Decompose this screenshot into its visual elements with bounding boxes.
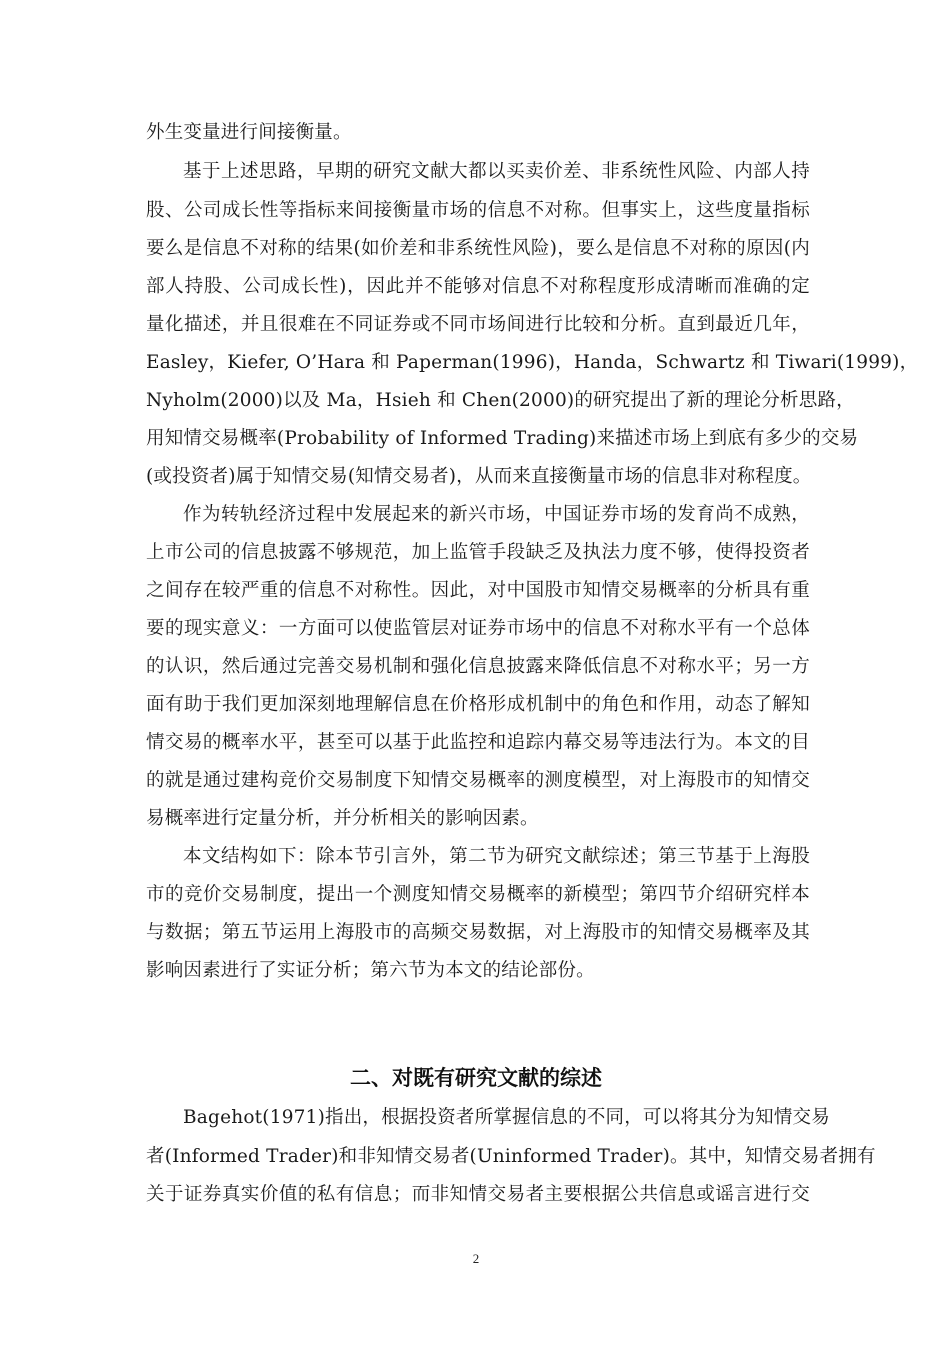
paragraph-line: 与数据；第五节运用上海股市的高频交易数据，对上海股市的知情交易概率及其 bbox=[146, 922, 810, 943]
paragraph-line: 要的现实意义：一方面可以使监管层对证券市场中的信息不对称水平有一个总体 bbox=[146, 618, 810, 639]
paragraph-line: Easley，Kiefer, O’Hara 和 Paperman(1996)，Handa，Schwartz 和 Tiwari(1999)， bbox=[146, 352, 919, 373]
paragraph-line: 作为转轨经济过程中发展起来的新兴市场，中国证券市场的发育尚不成熟， bbox=[183, 504, 810, 525]
paragraph-line: 的就是通过建构竞价交易制度下知情交易概率的测度模型，对上海股市的知情交 bbox=[146, 770, 810, 791]
paragraph-line: 面有助于我们更加深刻地理解信息在价格形成机制中的角色和作用，动态了解知 bbox=[146, 694, 810, 715]
paragraph-line: 本文结构如下：除本节引言外，第二节为研究文献综述；第三节基于上海股 bbox=[183, 846, 810, 867]
paragraph-line: 用知情交易概率(Probability of Informed Trading)来描述市场上到底有多少的交易 bbox=[146, 428, 859, 449]
paragraph-line: 情交易的概率水平，甚至可以基于此监控和追踪内幕交易等违法行为。本文的目 bbox=[146, 732, 810, 753]
paragraph-line: Nyholm(2000)以及 Ma，Hsieh 和 Chen(2000)的研究提出了新的理论分析思路， bbox=[146, 390, 855, 411]
paragraph-line: 股、公司成长性等指标来间接衡量市场的信息不对称。但事实上，这些度量指标 bbox=[146, 200, 810, 221]
paragraph-line: Bagehot(1971)指出，根据投资者所掌握信息的不同，可以将其分为知情交易 bbox=[183, 1107, 830, 1128]
paragraph-line: 者(Informed Trader)和非知情交易者(Uninformed Trader)。其中，知情交易者拥有 bbox=[146, 1146, 876, 1167]
section-heading: 二、对既有研究文献的综述 bbox=[350, 1066, 602, 1090]
paragraph-line: 之间存在较严重的信息不对称性。因此，对中国股市知情交易概率的分析具有重 bbox=[146, 580, 810, 601]
paragraph-line: 要么是信息不对称的结果(如价差和非系统性风险)，要么是信息不对称的原因(内 bbox=[146, 238, 810, 259]
paragraph-line: 关于证券真实价值的私有信息；而非知情交易者主要根据公共信息或谣言进行交 bbox=[146, 1184, 810, 1205]
paragraph-line: (或投资者)属于知情交易(知情交易者)，从而来直接衡量市场的信息非对称程度。 bbox=[146, 466, 812, 487]
paragraph-line: 基于上述思路，早期的研究文献大都以买卖价差、非系统性风险、内部人持 bbox=[183, 161, 810, 182]
paragraph-line: 易概率进行定量分析，并分析相关的影响因素。 bbox=[146, 808, 539, 829]
paragraph-line: 的认识，然后通过完善交易机制和强化信息披露来降低信息不对称水平；另一方 bbox=[146, 656, 810, 677]
page-number: 2 bbox=[472, 1251, 480, 1266]
paragraph-line: 影响因素进行了实证分析；第六节为本文的结论部份。 bbox=[146, 960, 595, 981]
paragraph-line: 外生变量进行间接衡量。 bbox=[146, 122, 352, 143]
paragraph-line: 上市公司的信息披露不够规范，加上监管手段缺乏及执法力度不够，使得投资者 bbox=[146, 542, 810, 563]
paragraph-line: 市的竞价交易制度，提出一个测度知情交易概率的新模型；第四节介绍研究样本 bbox=[146, 884, 810, 905]
paragraph-line: 量化描述，并且很难在不同证券或不同市场间进行比较和分析。直到最近几年， bbox=[146, 314, 810, 335]
paragraph-line: 部人持股、公司成长性)，因此并不能够对信息不对称程度形成清晰而准确的定 bbox=[146, 276, 810, 297]
